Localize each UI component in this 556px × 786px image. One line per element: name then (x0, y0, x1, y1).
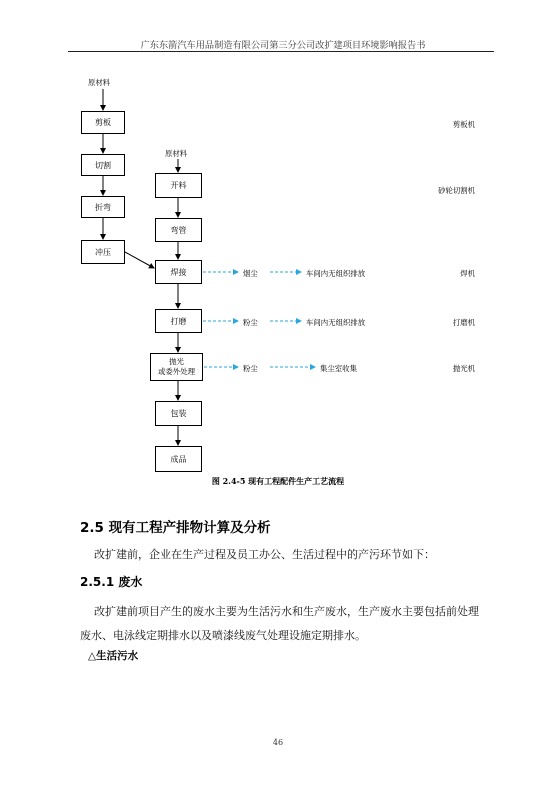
section-title: 2.5 现有工程产排物计算及分析 (80, 520, 271, 536)
figure-caption: 图 2.4-5 现有工程配件生产工艺流程 (211, 476, 345, 486)
step-blanking: 开料 (155, 173, 202, 198)
page-number: 46 (272, 738, 284, 747)
sub-sub-title: △生活污水 (88, 650, 139, 662)
equipment-grinder: 打磨机 (452, 318, 475, 327)
step-weld: 焊接 (155, 260, 202, 284)
equipment-polisher: 抛光机 (452, 364, 475, 373)
step-polish-line1: 抛光 (169, 357, 184, 366)
disposal-3: 集尘室收集 (320, 364, 357, 373)
disposal-1: 车间内无组织排放 (306, 269, 366, 278)
page-header: 广东东箭汽车用品制造有限公司第三分公司改扩建项目环境影响报告书 (140, 40, 426, 51)
step-product: 成品 (155, 446, 202, 472)
paragraph-line-2: 废水、电泳线定期排水以及喷漆线废气处理设施定期排水。 (80, 629, 366, 642)
step-pipe-bend: 弯管 (155, 218, 202, 242)
equipment-welder: 焊机 (460, 269, 475, 278)
disposal-2: 车间内无组织排放 (306, 318, 366, 327)
pollutant-dust-1: 粉尘 (243, 318, 258, 327)
arrow-stamp-weld (125, 252, 154, 268)
paragraph-line-1: 改扩建前项目产生的废水主要为生活污水和生产废水，生产废水主要包括前处理 (94, 605, 479, 618)
step-cut: 切割 (81, 154, 125, 176)
pollutant-dust-2: 粉尘 (243, 364, 258, 373)
equipment-shear: 剪板机 (452, 120, 475, 129)
left-material-label: 原材料 (88, 78, 111, 87)
step-package: 包装 (155, 401, 202, 426)
step-polish-line2: 或委外处理 (158, 367, 195, 376)
step-shear: 剪板 (81, 111, 125, 134)
equipment-cutting: 砂轮切割机 (438, 186, 475, 195)
subsection-title: 2.5.1 废水 (80, 575, 143, 589)
step-grind: 打磨 (155, 309, 202, 333)
pollutant-smoke: 烟尘 (243, 269, 258, 278)
right-material-label: 原材料 (165, 149, 188, 158)
section-intro: 改扩建前，企业在生产过程及员工办公、生活过程中的产污环节如下： (94, 548, 435, 561)
step-stamp: 冲压 (81, 240, 125, 264)
step-bend: 折弯 (81, 196, 125, 218)
